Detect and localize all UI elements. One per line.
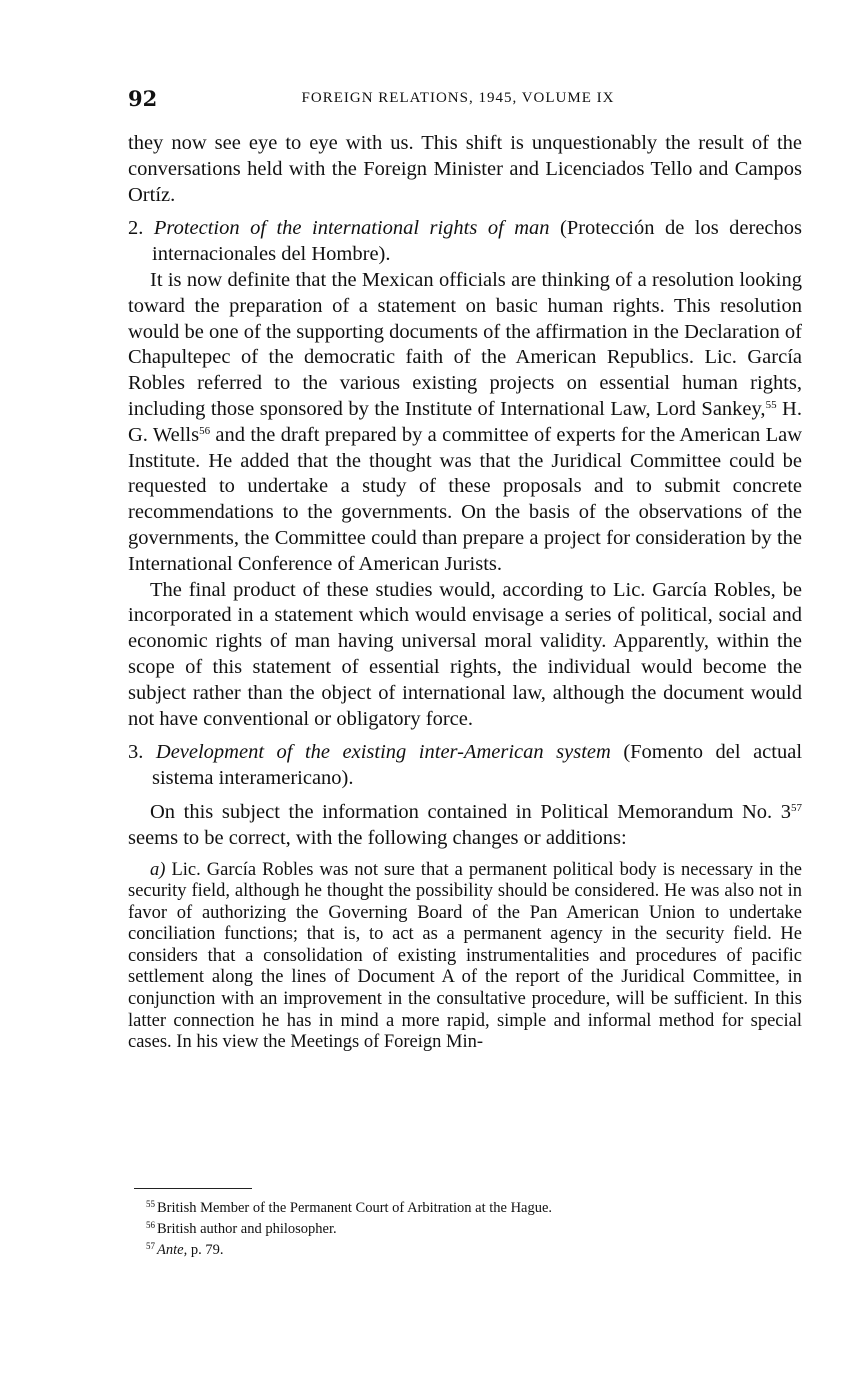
footnote-56: $^{56}$ British author and philosopher. (146, 1220, 337, 1238)
item-spanish-title: (Fomento del actual sistema interamericano). (152, 741, 803, 790)
item-number: 2. (128, 217, 144, 240)
paragraph-continuation: they now see eye to eye with us. This shift is unquestionably the result of the conversations held with the Foreign Minister and Licenciados Tello and Campos Ortíz. (128, 132, 802, 206)
page-number: 92 (128, 86, 158, 111)
footnote-ref-57[interactable]: 57 (791, 801, 802, 814)
footnote-mark: 56 (146, 1220, 155, 1231)
footnote-mark: 57 (146, 1241, 155, 1252)
footnote-divider (134, 1188, 252, 1189)
footnote-55: $^{55}$ British Member of the Permanent Court of Arbitration at the Hague. (146, 1199, 553, 1216)
footnote-ref-55[interactable]: 55 (765, 398, 777, 411)
paragraph-human-rights: It is now definite that the Mexican officials are thinking of a resolution looking toward the preparation of a statement on basic human rights. This resolution would be one of the supporting documents of the affirmation in the Declaration of Chapultepec of the democratic faith of the American Republics. Lic. García Robles referred to the various existing projects on essential human rights, including those sponsored by the Institute of International Law, Lord Sankey,$^{55}$ H. G. Wells$^{56}$ and the draft prepared by a committee of experts for the American Law Institute. He added that the thought was that the Juridical Committee could be requested to undertake a study of these proposals and to submit concrete recommendations to the governments. On the basis of the observations of the governments, the Committee could than prepare a project for consideration by the International Conference of American Jurists. (128, 268, 803, 575)
footnote-ref-56[interactable]: 56 (199, 424, 211, 437)
sub-item-label: a) (150, 859, 166, 880)
item-title: Development of the existing inter-American system (155, 741, 611, 764)
paragraph-memorandum: On this subject the information contained in Political Memorandum No. $3^{57}$ seems to be correct, with the following changes or additions: (128, 800, 802, 849)
numbered-item-3 (128, 740, 802, 792)
paragraph-sub-a: a) Lic. García Robles was not sure that a permanent political body is necessary in the security field, although he thought the possibility should be considered. He was also not in favor of authorizing the Governing Board of the Pan American Union to undertake conciliation functions; that is, to act as a permanent agency in the security field. He considers that a consolidation of existing instrumentalities and procedures of pacific settlement along the lines of Document A of the report of the Juridical Committee, in conjunction with an improvement in the consultative procedure, will be sufficient. In this latter connection he has in mind a more rapid, simple and informal method for special cases. In his view the Meetings of Foreign Min- (128, 859, 802, 1053)
item-spanish-title: (Protección de los derechos internacionales del Hombre). (152, 217, 803, 266)
item-number: 3. (128, 741, 144, 764)
page-body (128, 131, 802, 1054)
running-title: FOREIGN RELATIONS, 1945, VOLUME IX (301, 90, 615, 106)
page-header (128, 86, 808, 114)
item-title: Protection of the international rights of man (153, 217, 550, 240)
paragraph-final-product: The final product of these studies would, according to Lic. García Robles, be incorporated in a statement which would envisage a series of political, social and economic rights of man having universal moral validity. Apparently, within the scope of this statement of essential rights, the individual would become the subject rather than the object of international law, although the document would not have conventional or obligatory force. (128, 578, 802, 730)
numbered-item-2 (128, 216, 802, 268)
footnote-mark: 55 (146, 1199, 155, 1209)
footnotes (146, 1196, 802, 1260)
footnote-57: $^{57}$ Ante, p. 79. (146, 1241, 224, 1259)
